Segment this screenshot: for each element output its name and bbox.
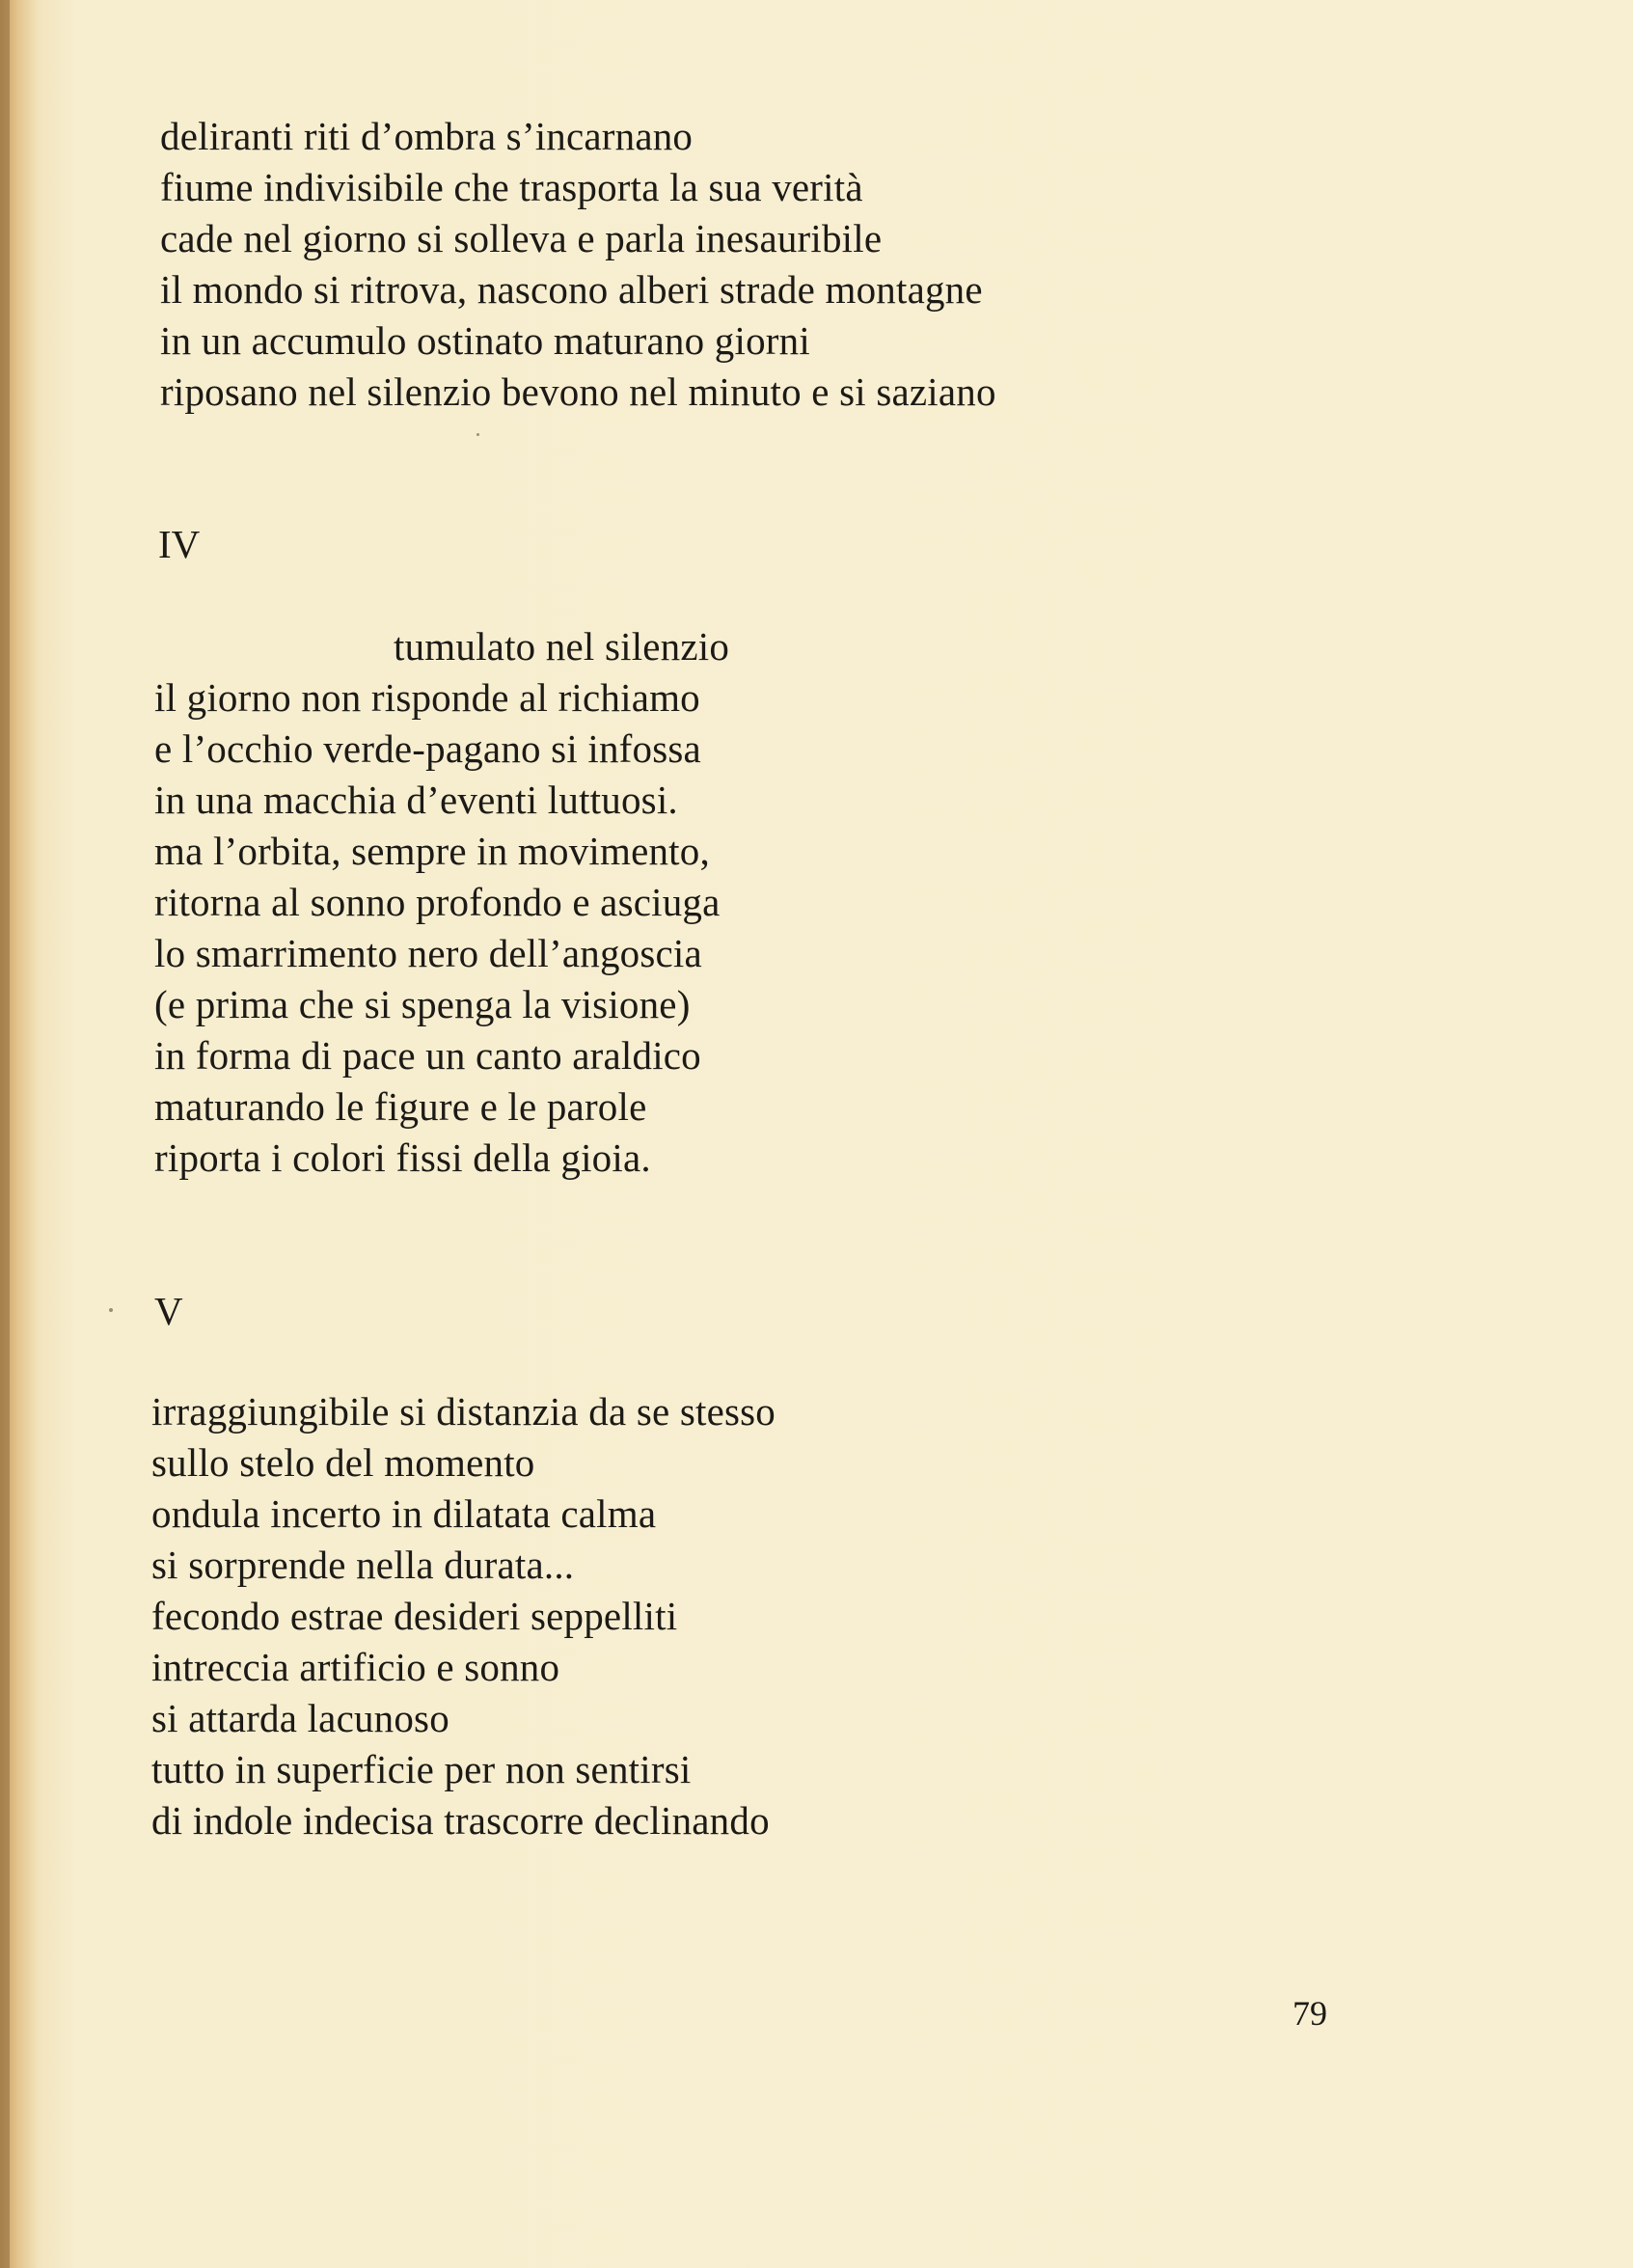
poem-line: tutto in superficie per non sentirsi xyxy=(151,1747,692,1791)
poem-line: fiume indivisibile che trasporta la sua verità xyxy=(160,165,863,209)
poem-line: si sorprende nella durata... xyxy=(151,1543,575,1587)
poem-line: il giorno non risponde al richiamo xyxy=(154,675,700,720)
poem-line: in forma di pace un canto araldico xyxy=(154,1033,701,1078)
poem-line: riporta i colori fissi della gioia. xyxy=(154,1135,651,1180)
stanza-continuation xyxy=(160,111,996,418)
poem-line: ondula incerto in dilatata calma xyxy=(151,1491,657,1536)
page-number: 79 xyxy=(1293,1994,1327,2033)
binding-shadow xyxy=(0,0,10,2268)
poem-line: riposano nel silenzio bevono nel minuto e si saziano xyxy=(160,369,996,414)
stanza-iv xyxy=(154,621,729,1184)
poem-line: il mondo si ritrova, nascono alberi strade montagne xyxy=(160,267,983,312)
poem-line: deliranti riti d’ombra s’incarnano xyxy=(160,114,694,158)
poem-line: di indole indecisa trascorre declinando xyxy=(151,1798,770,1843)
poem-line: lo smarrimento nero dell’angoscia xyxy=(154,931,702,975)
poem-line: irraggiungibile si distanzia da se stesso xyxy=(151,1389,776,1434)
poem-line: tumulato nel silenzio xyxy=(394,624,730,669)
stanza-v xyxy=(151,1386,776,1846)
poem-line: maturando le figure e le parole xyxy=(154,1084,647,1129)
poem-line: in un accumulo ostinato maturano giorni xyxy=(160,318,810,363)
section-heading-v: V xyxy=(154,1289,183,1333)
poem-line: sullo stelo del momento xyxy=(151,1440,535,1485)
poem-line: ritorna al sonno profondo e asciuga xyxy=(154,880,721,924)
print-speck xyxy=(109,1308,113,1312)
poem-line: (e prima che si spenga la visione) xyxy=(154,982,691,1026)
poem-line: si attarda lacunoso xyxy=(151,1696,449,1740)
print-speck xyxy=(476,433,479,436)
poem-line: in una macchia d’eventi luttuosi. xyxy=(154,778,678,822)
poem-line: fecondo estrae desideri seppelliti xyxy=(151,1594,678,1638)
poem-line: cade nel giorno si solleva e parla inesauribile xyxy=(160,216,883,260)
poem-line: intreccia artificio e sonno xyxy=(151,1645,560,1689)
poem-line: ma l’orbita, sempre in movimento, xyxy=(154,829,710,873)
poem-line: e l’occhio verde-pagano si infossa xyxy=(154,726,701,771)
section-heading-iv: IV xyxy=(158,522,201,566)
